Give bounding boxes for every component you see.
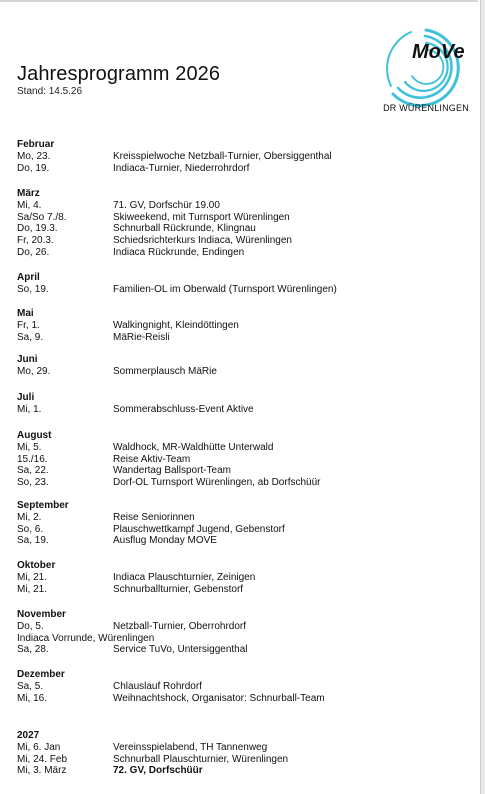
event-text: Kreisspielwoche Netzball-Turnier, Obersiggenthal [113, 151, 332, 162]
event-text: 72. GV, Dorfschüür [113, 765, 203, 777]
event-date: Mi, 5. [17, 442, 42, 453]
event-row [17, 454, 457, 466]
event-text: Dorf-OL Turnsport Würenlingen, ab Dorfschüür [113, 477, 321, 489]
event-text: Schiedsrichterkurs Indiaca, Würenlingen [113, 235, 292, 247]
event-text: Vereinsspielabend, TH Tannenweg [113, 742, 268, 753]
event-text: Waldhock, MR-Waldhütte Unterwald [113, 442, 274, 453]
event-date: Sa, 28. [17, 644, 49, 656]
event-row [17, 644, 457, 656]
event-date: Sa/So 7./8. [17, 211, 67, 223]
event-row [17, 212, 457, 224]
event-row [17, 633, 457, 645]
logo-subtitle: DR WÜRENLINGEN [383, 103, 469, 113]
event-date: Mo, 29. [17, 366, 51, 377]
event-date: Mi, 24. Feb [17, 753, 68, 765]
event-text: MäRie-Reisli [113, 331, 170, 343]
event-row [17, 320, 457, 332]
event-date: Sa, 5. [17, 681, 44, 692]
event-text: Ausflug Monday MOVE [113, 535, 217, 547]
event-date: Fr, 20.3. [17, 235, 54, 247]
event-row [17, 681, 457, 693]
page-title: Jahresprogramm 2026 [17, 63, 221, 85]
event-row [17, 765, 457, 777]
event-text: Skiweekend, mit Turnsport Würenlingen [113, 211, 290, 223]
month-heading: Juli [17, 392, 35, 403]
event-text: Indiaca Plauschturnier, Zeinigen [113, 572, 256, 583]
event-text: Schnurball Rückrunde, Klingnau [113, 223, 256, 235]
event-date: Mi, 16. [17, 692, 48, 704]
event-row [17, 693, 457, 705]
event-date: So, 6. [17, 523, 44, 535]
event-row [17, 404, 457, 416]
event-date: Do, 26. [17, 246, 50, 258]
event-row [17, 151, 457, 163]
event-date: Sa, 19. [17, 535, 49, 547]
event-row [17, 163, 457, 175]
month-heading: Oktober [17, 560, 56, 571]
event-row [17, 200, 457, 212]
event-text: 71. GV, Dorfschür 19.00 [113, 200, 220, 211]
month-heading: August [17, 430, 52, 441]
event-text: Reise Seniorinnen [113, 512, 195, 523]
month-heading: April [17, 272, 40, 283]
event-row [17, 535, 457, 547]
event-row [17, 442, 457, 454]
event-date: So, 19. [17, 284, 49, 295]
event-row [17, 247, 457, 259]
event-row [17, 524, 457, 536]
page-top-edge [0, 0, 478, 2]
month-heading: 2027 [17, 730, 40, 741]
event-row [17, 477, 457, 489]
event-date: Mi, 6. Jan [17, 742, 61, 753]
event-text: Familien-OL im Oberwald (Turnsport Würenlingen) [113, 284, 337, 295]
event-date: Mi, 2. [17, 512, 42, 523]
event-row [17, 223, 457, 235]
event-date: 15./16. [17, 453, 48, 465]
event-row [17, 284, 457, 296]
event-row [17, 512, 457, 524]
event-text: Sommerplausch MäRie [113, 366, 217, 377]
event-date: So, 23. [17, 477, 49, 489]
month-heading: September [17, 500, 69, 511]
event-date: Do, 19. [17, 162, 50, 174]
event-text: Schnurball Plauschturnier, Würenlingen [113, 753, 289, 765]
event-date: Sa, 9. [17, 331, 44, 343]
event-text: Sommerabschluss-Event Aktive [113, 404, 254, 415]
event-text: Plauschwettkampf Jugend, Gebenstorf [113, 523, 285, 535]
event-row [17, 742, 457, 754]
event-date: Mi, 1. [17, 404, 42, 415]
month-heading: Juni [17, 354, 38, 365]
event-text: Reise Aktiv-Team [113, 453, 191, 465]
event-date: Mi, 4. [17, 200, 42, 211]
event-row [17, 621, 457, 633]
event-date: Do, 5. [17, 621, 44, 632]
event-row [17, 584, 457, 596]
month-heading: März [17, 188, 40, 199]
month-heading: Februar [17, 139, 55, 150]
event-text: Indiaca Rückrunde, Endingen [113, 246, 245, 258]
event-text: Wandertag Ballsport-Team [113, 465, 232, 477]
month-heading: November [17, 609, 66, 620]
event-row [17, 465, 457, 477]
event-text: Walkingnight, Kleindöttingen [113, 320, 239, 331]
event-text: Chlauslauf Rohrdorf [113, 681, 202, 692]
event-row [17, 235, 457, 247]
event-text: Weihnachtshock, Organisator: Schnurball-Team [113, 692, 325, 704]
stand-date: Stand: 14.5.26 [17, 86, 83, 97]
event-date: Sa, 22. [17, 465, 49, 477]
event-date: Mi, 21. [17, 583, 48, 595]
event-date: Mo, 23. [17, 151, 51, 162]
logo-word: MoVe [412, 41, 465, 63]
event-date: Mi, 21. [17, 572, 48, 583]
event-row [17, 366, 457, 378]
month-heading: Dezember [17, 669, 65, 680]
event-text: Schnurballturnier, Gebenstorf [113, 583, 244, 595]
event-row [17, 572, 457, 584]
month-heading: Mai [17, 308, 34, 319]
event-text: Indiaca-Turnier, Niederrohrdorf [113, 162, 250, 174]
event-date: Fr, 1. [17, 320, 40, 331]
event-text: Netzball-Turnier, Oberrohrdorf [113, 621, 247, 632]
event-date: Do, 19.3. [17, 223, 58, 235]
event-row [17, 332, 457, 344]
event-date: Indiaca Vorrunde, Würenlingen [17, 632, 155, 644]
event-row [17, 754, 457, 766]
event-date: Mi, 3. März [17, 765, 67, 777]
event-text: Service TuVo, Untersiggenthal [113, 644, 248, 656]
